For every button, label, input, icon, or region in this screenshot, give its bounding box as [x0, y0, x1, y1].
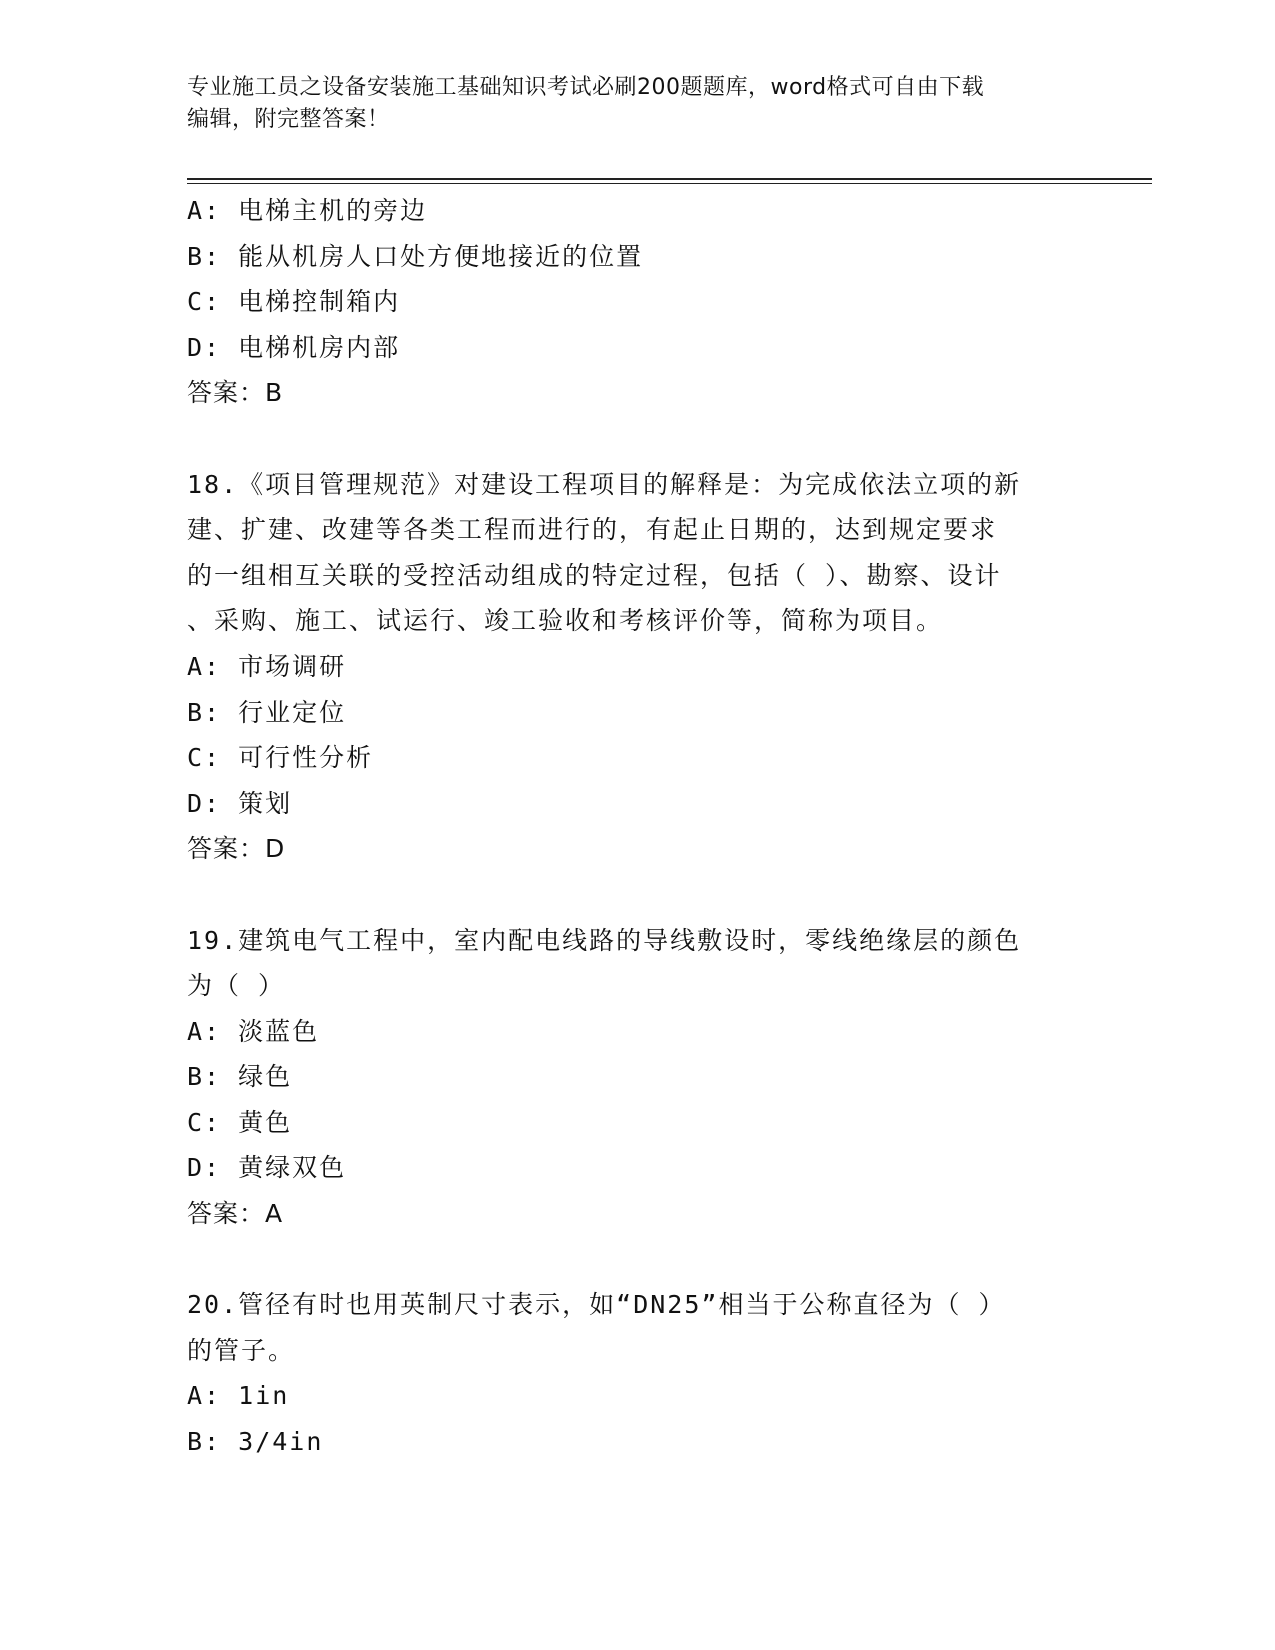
answer-line: 答案：A — [187, 1199, 284, 1229]
question-text-line: 20.管径有时也用英制尺寸表示，如“DN25”相当于公称直径为（ ） — [187, 1290, 1006, 1320]
question-text-line: 的一组相互关联的受控活动组成的特定过程，包括（ ）、勘察、设计 — [187, 560, 1002, 590]
option-b: B: 3/4in — [187, 1427, 324, 1457]
question-text-line: 、采购、施工、试运行、竣工验收和考核评价等，简称为项目。 — [187, 606, 944, 636]
option-a: A: 淡蓝色 — [187, 1016, 320, 1046]
option-b: B: 绿色 — [187, 1062, 293, 1092]
question-20 — [187, 1282, 1087, 1464]
question-text-line: 18.《项目管理规范》对建设工程项目的解释是：为完成依法立项的新 — [187, 469, 1022, 499]
option-d: D: 策划 — [187, 788, 293, 818]
header-line-2: 编辑，附完整答案！ — [187, 107, 390, 132]
option-c: C: 可行性分析 — [187, 743, 374, 773]
option-b: B: 能从机房人口处方便地接近的位置 — [187, 241, 644, 271]
option-d: D: 电梯机房内部 — [187, 332, 401, 362]
question-17 — [187, 188, 1087, 416]
question-text-line: 19.建筑电气工程中，室内配电线路的导线敷设时，零线绝缘层的颜色 — [187, 925, 1022, 955]
option-c: C: 电梯控制箱内 — [187, 287, 401, 317]
question-18 — [187, 462, 1087, 872]
spacer — [187, 872, 1087, 918]
option-a: A: 1in — [187, 1381, 290, 1411]
header-divider — [187, 178, 1152, 184]
header-line-1: 专业施工员之设备安装施工基础知识考试必刷200题题库，word格式可自由下载 — [187, 75, 985, 100]
question-text-line: 为（ ） — [187, 971, 286, 1001]
option-b: B: 行业定位 — [187, 697, 347, 727]
option-a: A: 市场调研 — [187, 651, 347, 681]
answer-line: 答案：D — [187, 834, 286, 864]
document-header — [187, 72, 1047, 136]
spacer — [187, 416, 1087, 462]
question-text-line: 建、扩建、改建等各类工程而进行的，有起止日期的，达到规定要求 — [187, 515, 998, 545]
option-a: A: 电梯主机的旁边 — [187, 196, 428, 225]
question-19 — [187, 918, 1087, 1237]
option-c: C: 黄色 — [187, 1107, 293, 1137]
question-text-line: 的管子。 — [187, 1335, 296, 1365]
answer-line: 答案：B — [187, 378, 284, 408]
option-d: D: 黄绿双色 — [187, 1153, 347, 1183]
question-list — [187, 188, 1087, 1465]
spacer — [187, 1237, 1087, 1283]
